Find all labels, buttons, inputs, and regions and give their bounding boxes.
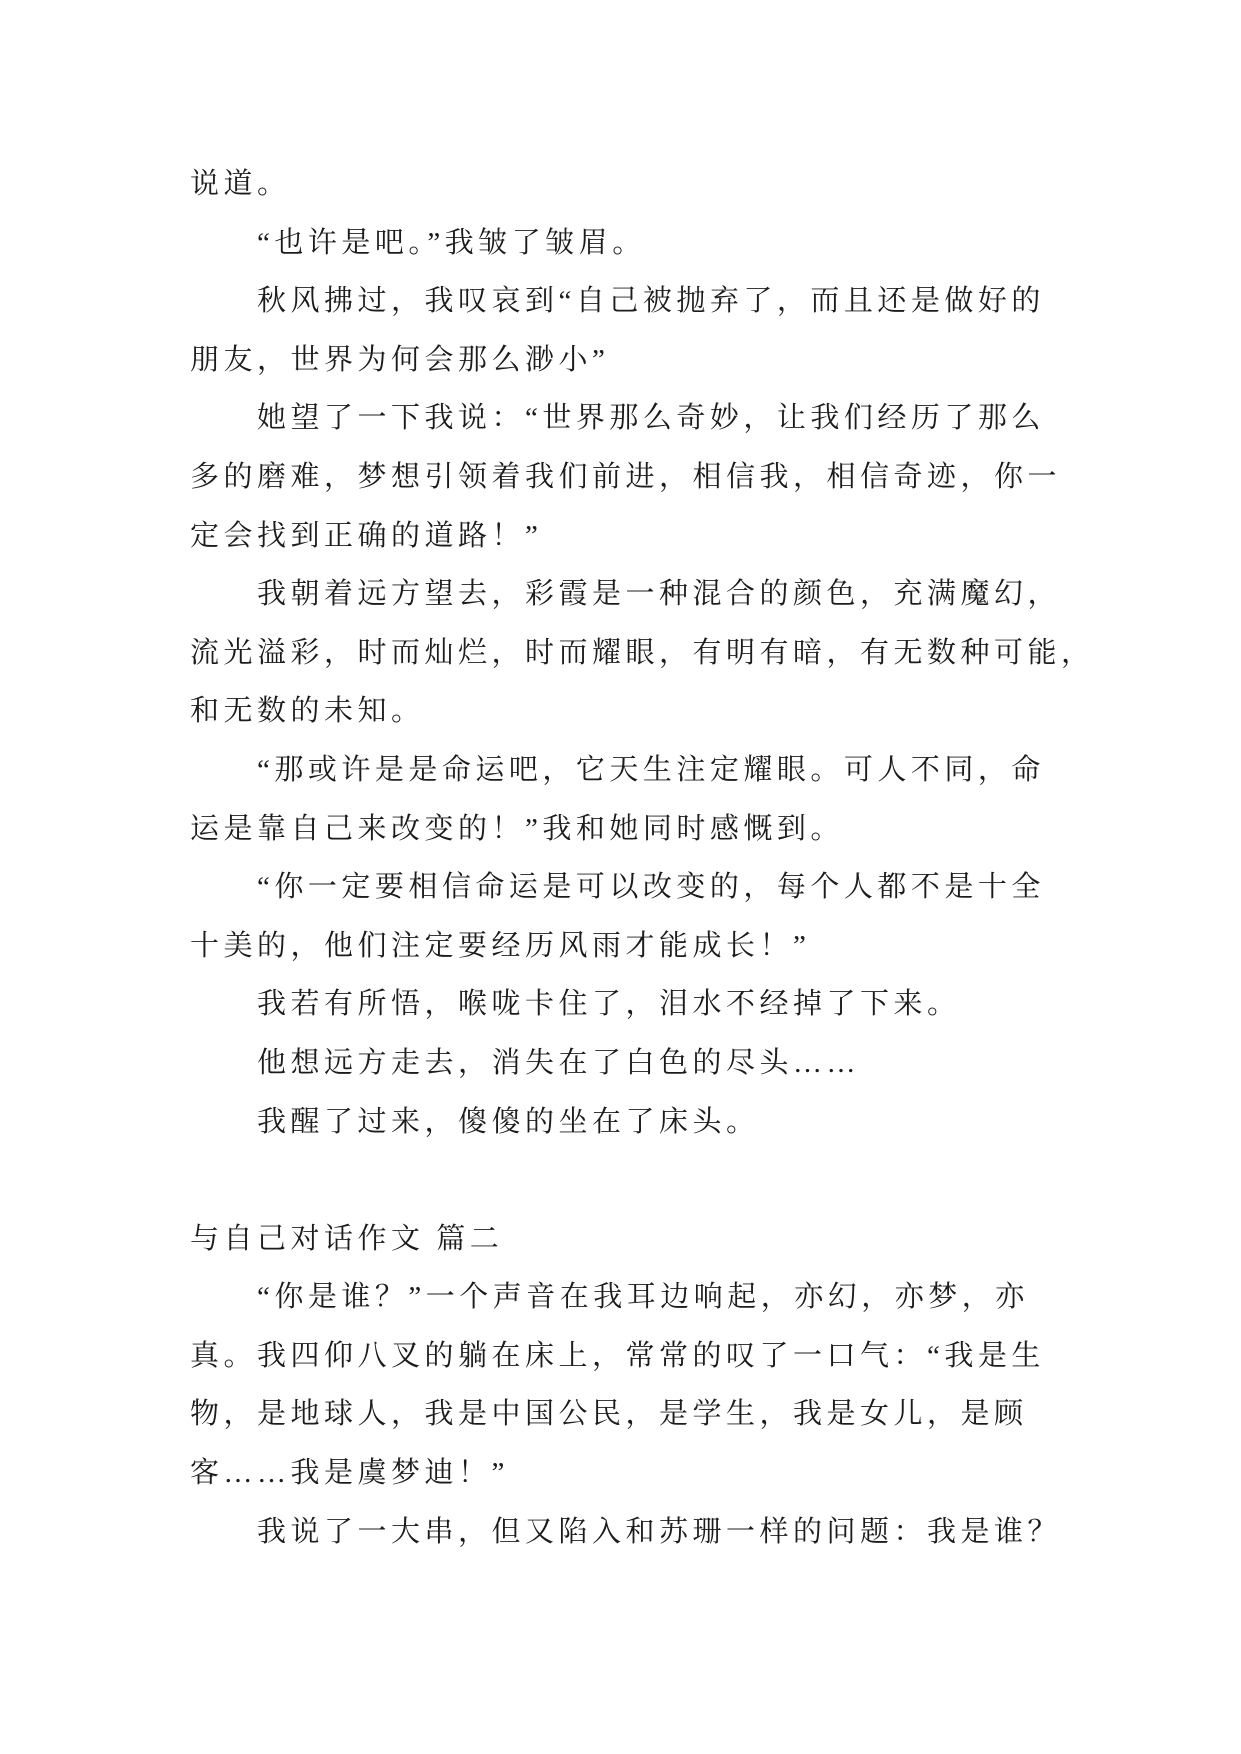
paragraph-line: 和无数的未知。 (190, 695, 425, 728)
paragraph (190, 741, 1190, 858)
paragraph-line: 秋风拂过，我叹哀到“自己被抛弃了，而且还是做好的 (257, 285, 1045, 318)
paragraph-line: 朋友，世界为何会那么渺小” (190, 343, 610, 376)
paragraph-line: “你是谁？”一个声音在我耳边响起，亦幻，亦梦，亦 (257, 1281, 1029, 1314)
paragraph (190, 975, 1190, 1034)
paragraph (190, 1034, 1190, 1093)
paragraph-line: 定会找到正确的道路！” (190, 519, 543, 552)
paragraph (190, 1093, 1190, 1152)
paragraph-line: 我说了一大串，但又陷入和苏珊一样的问题：我是谁？ (257, 1515, 1062, 1548)
paragraph (190, 1268, 1190, 1502)
paragraph-line: “你一定要相信命运是可以改变的，每个人都不是十全 (257, 871, 1045, 904)
paragraph-line: 多的磨难，梦想引领着我们前进，相信我，相信奇迹，你一 (190, 460, 1062, 493)
section-heading: 与自己对话作文 篇二 (190, 1222, 504, 1255)
paragraph (190, 155, 1190, 214)
section-1 (190, 155, 1190, 1151)
paragraph-line: 十美的，他们注定要经历风雨才能成长！” (190, 929, 811, 962)
paragraph-line: 流光溢彩，时而灿烂，时而耀眼，有明有暗，有无数种可能， (190, 636, 1095, 669)
paragraph (190, 214, 1190, 273)
paragraph-line: 我朝着远方望去，彩霞是一种混合的颜色，充满魔幻， (257, 578, 1062, 611)
paragraph-line: 真。我四仰八叉的躺在床上，常常的叹了一口气：“我是生 (190, 1339, 1045, 1372)
document-body (190, 155, 1190, 1561)
paragraph (190, 389, 1190, 565)
paragraph-line: “也许是吧。”我皱了皱眉。 (257, 226, 646, 259)
paragraph-line: 我若有所悟，喉咙卡住了，泪水不经掉了下来。 (257, 988, 961, 1021)
paragraph (190, 272, 1190, 389)
paragraph-line: 运是靠自己来改变的！”我和她同时感慨到。 (190, 812, 844, 845)
paragraph (190, 858, 1190, 975)
paragraph-line: 客……我是虞梦迪！” (190, 1457, 509, 1490)
paragraph (190, 565, 1190, 741)
section-2 (190, 1210, 1190, 1562)
paragraph-line: 说道。 (190, 168, 291, 200)
paragraph-line: 物，是地球人，我是中国公民，是学生，我是女儿，是顾 (190, 1398, 1028, 1431)
paragraph-line: 我醒了过来，傻傻的坐在了床头。 (257, 1105, 760, 1138)
section-spacer (190, 1151, 1190, 1210)
paragraph (190, 1503, 1190, 1562)
paragraph-line: 他想远方走去，消失在了白色的尽头…… (257, 1046, 861, 1079)
paragraph-line: 她望了一下我说：“世界那么奇妙，让我们经历了那么 (257, 402, 1045, 435)
paragraph-line: “那或许是是命运吧，它天生注定耀眼。可人不同，命 (257, 753, 1045, 786)
